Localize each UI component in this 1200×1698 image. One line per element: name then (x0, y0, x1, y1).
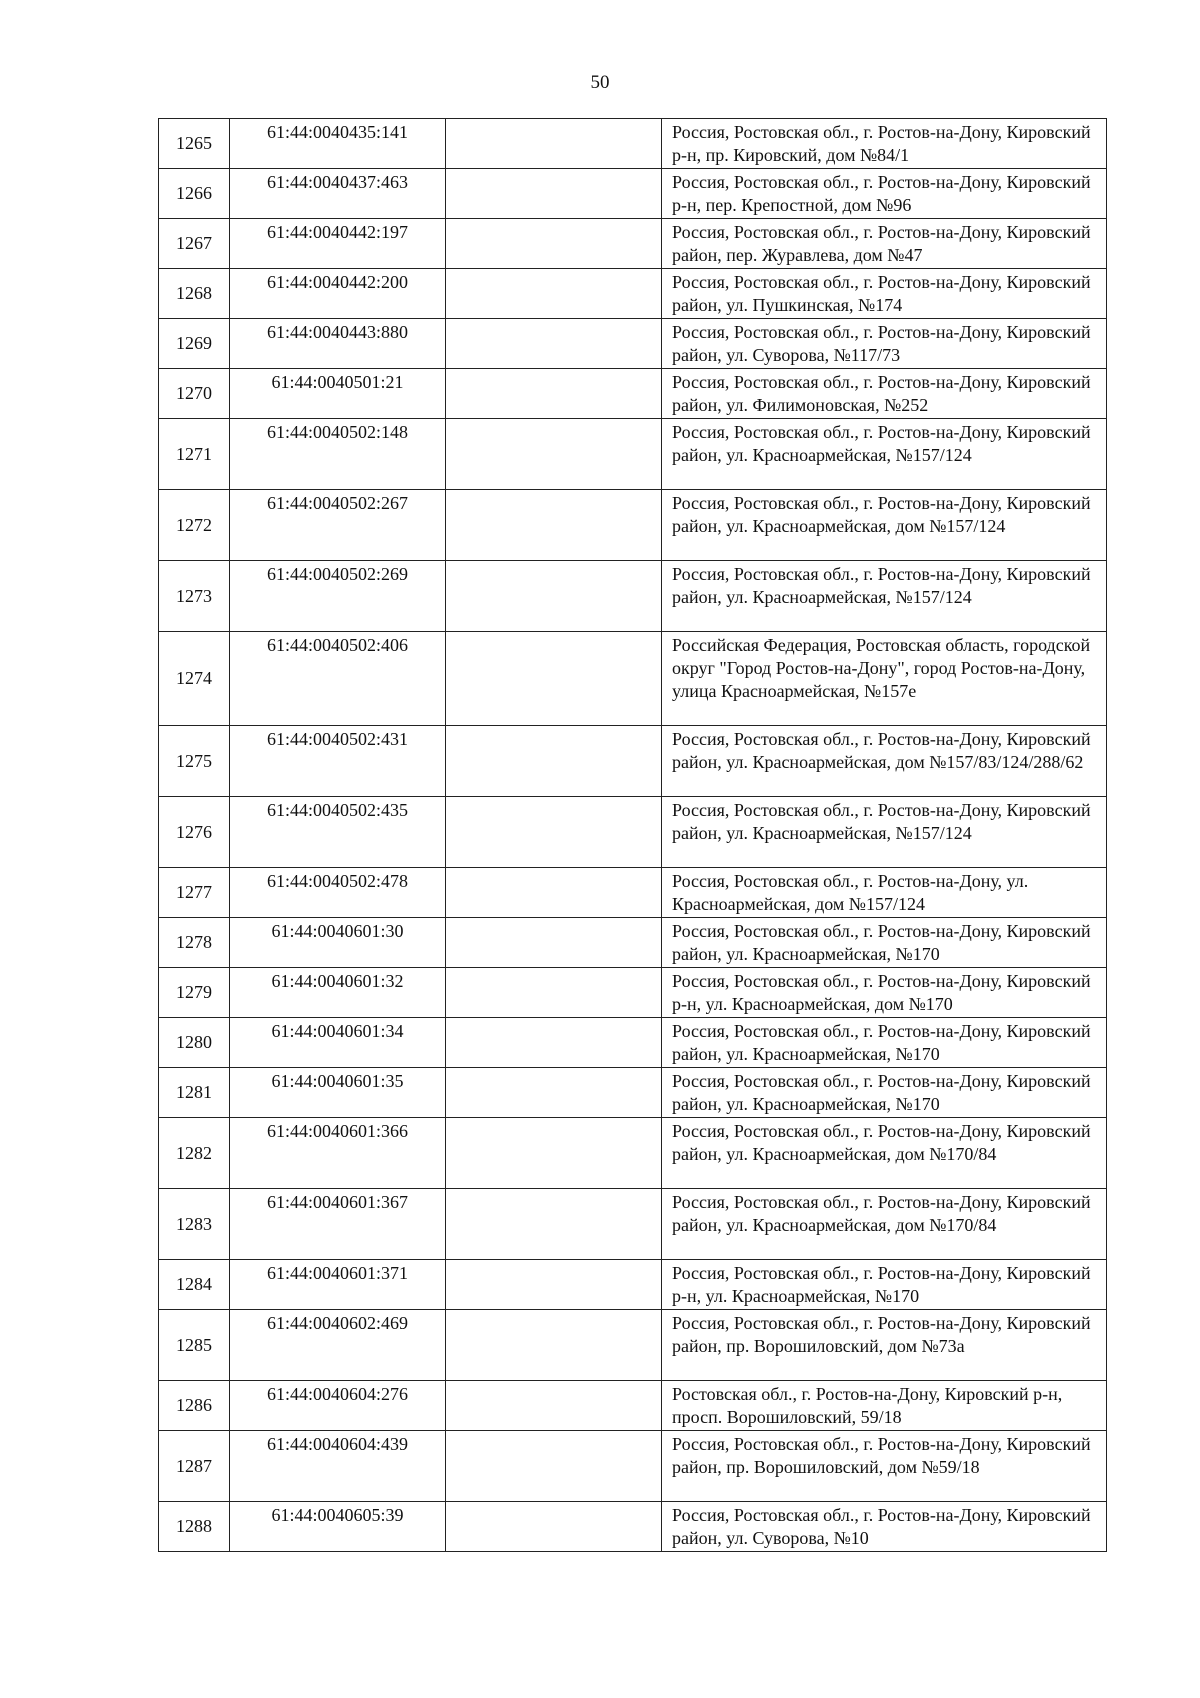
address-cell: Россия, Ростовская обл., г. Ростов-на-Дону, Кировский район, ул. Красноармейская, дом №157/83/124/288/62 (662, 726, 1107, 797)
empty-cell (446, 119, 662, 169)
address-cell: Россия, Ростовская обл., г. Ростов-на-Дону, Кировский р-н, ул. Красноармейская, дом №170 (662, 968, 1107, 1018)
cadastral-number-cell: 61:44:0040502:431 (230, 726, 446, 797)
address-cell: Россия, Ростовская обл., г. Ростов-на-Дону, Кировский район, ул. Пушкинская, №174 (662, 269, 1107, 319)
empty-cell (446, 1189, 662, 1260)
row-number-cell: 1274 (159, 632, 230, 726)
cadastral-number-cell: 61:44:0040601:366 (230, 1118, 446, 1189)
empty-cell (446, 632, 662, 726)
cadastral-number-cell: 61:44:0040601:371 (230, 1260, 446, 1310)
address-cell: Россия, Ростовская обл., г. Ростов-на-Дону, Кировский район, ул. Красноармейская, №157/124 (662, 419, 1107, 490)
table-row (159, 1310, 1107, 1381)
address-cell: Россия, Ростовская обл., г. Ростов-на-Дону, Кировский район, ул. Красноармейская, №170 (662, 1018, 1107, 1068)
empty-cell (446, 490, 662, 561)
table-row (159, 1018, 1107, 1068)
row-number-cell: 1271 (159, 419, 230, 490)
row-number-cell: 1266 (159, 169, 230, 219)
table-row (159, 1431, 1107, 1502)
table-row (159, 1260, 1107, 1310)
registry-body (159, 119, 1107, 1552)
table-row (159, 1381, 1107, 1431)
cadastral-number-cell: 61:44:0040442:200 (230, 269, 446, 319)
cadastral-number-cell: 61:44:0040601:34 (230, 1018, 446, 1068)
empty-cell (446, 1381, 662, 1431)
address-cell: Россия, Ростовская обл., г. Ростов-на-Дону, Кировский район, ул. Красноармейская, дом №157/124 (662, 490, 1107, 561)
empty-cell (446, 419, 662, 490)
empty-cell (446, 1431, 662, 1502)
table-row (159, 968, 1107, 1018)
empty-cell (446, 219, 662, 269)
row-number-cell: 1267 (159, 219, 230, 269)
row-number-cell: 1272 (159, 490, 230, 561)
cadastral-number-cell: 61:44:0040502:478 (230, 868, 446, 918)
empty-cell (446, 1260, 662, 1310)
table-row (159, 219, 1107, 269)
address-cell: Россия, Ростовская обл., г. Ростов-на-Дону, Кировский район, ул. Красноармейская, №157/124 (662, 561, 1107, 632)
empty-cell (446, 726, 662, 797)
table-row (159, 119, 1107, 169)
address-cell: Ростовская обл., г. Ростов-на-Дону, Кировский р-н, просп. Ворошиловский, 59/18 (662, 1381, 1107, 1431)
empty-cell (446, 1502, 662, 1552)
row-number-cell: 1277 (159, 868, 230, 918)
row-number-cell: 1286 (159, 1381, 230, 1431)
table-row (159, 1118, 1107, 1189)
empty-cell (446, 1118, 662, 1189)
row-number-cell: 1283 (159, 1189, 230, 1260)
row-number-cell: 1279 (159, 968, 230, 1018)
row-number-cell: 1282 (159, 1118, 230, 1189)
row-number-cell: 1276 (159, 797, 230, 868)
address-cell: Российская Федерация, Ростовская область, городской округ "Город Ростов-на-Дону", город Ростов-на-Дону, улица Красноармейская, №157е (662, 632, 1107, 726)
cadastral-number-cell: 61:44:0040442:197 (230, 219, 446, 269)
address-cell: Россия, Ростовская обл., г. Ростов-на-Дону, Кировский район, ул. Суворова, №10 (662, 1502, 1107, 1552)
table-row (159, 632, 1107, 726)
empty-cell (446, 797, 662, 868)
table-row (159, 419, 1107, 490)
row-number-cell: 1287 (159, 1431, 230, 1502)
page-number: 50 (590, 72, 610, 93)
address-cell: Россия, Ростовская обл., г. Ростов-на-Дону, Кировский район, пер. Журавлева, дом №47 (662, 219, 1107, 269)
address-cell: Россия, Ростовская обл., г. Ростов-на-Дону, Кировский район, ул. Красноармейская, дом №170/84 (662, 1189, 1107, 1260)
table-row (159, 169, 1107, 219)
cadastral-number-cell: 61:44:0040502:148 (230, 419, 446, 490)
row-number-cell: 1285 (159, 1310, 230, 1381)
cadastral-number-cell: 61:44:0040502:435 (230, 797, 446, 868)
address-cell: Россия, Ростовская обл., г. Ростов-на-Дону, Кировский район, пр. Ворошиловский, дом №59/18 (662, 1431, 1107, 1502)
address-cell: Россия, Ростовская обл., г. Ростов-на-Дону, Кировский район, ул. Красноармейская, №170 (662, 1068, 1107, 1118)
cadastral-number-cell: 61:44:0040604:276 (230, 1381, 446, 1431)
empty-cell (446, 968, 662, 1018)
cadastral-number-cell: 61:44:0040437:463 (230, 169, 446, 219)
row-number-cell: 1268 (159, 269, 230, 319)
empty-cell (446, 369, 662, 419)
address-cell: Россия, Ростовская обл., г. Ростов-на-Дону, Кировский район, пр. Ворошиловский, дом №73а (662, 1310, 1107, 1381)
cadastral-number-cell: 61:44:0040601:32 (230, 968, 446, 1018)
empty-cell (446, 169, 662, 219)
cadastral-number-cell: 61:44:0040502:269 (230, 561, 446, 632)
cadastral-number-cell: 61:44:0040601:35 (230, 1068, 446, 1118)
cadastral-number-cell: 61:44:0040501:21 (230, 369, 446, 419)
table-row (159, 561, 1107, 632)
table-row (159, 918, 1107, 968)
address-cell: Россия, Ростовская обл., г. Ростов-на-Дону, Кировский район, ул. Красноармейская, дом №170/84 (662, 1118, 1107, 1189)
empty-cell (446, 868, 662, 918)
address-cell: Россия, Ростовская обл., г. Ростов-на-Дону, Кировский р-н, ул. Красноармейская, №170 (662, 1260, 1107, 1310)
address-cell: Россия, Ростовская обл., г. Ростов-на-Дону, Кировский район, ул. Красноармейская, №170 (662, 918, 1107, 968)
row-number-cell: 1275 (159, 726, 230, 797)
row-number-cell: 1280 (159, 1018, 230, 1068)
row-number-cell: 1288 (159, 1502, 230, 1552)
address-cell: Россия, Ростовская обл., г. Ростов-на-Дону, Кировский р-н, пр. Кировский, дом №84/1 (662, 119, 1107, 169)
empty-cell (446, 561, 662, 632)
row-number-cell: 1269 (159, 319, 230, 369)
empty-cell (446, 918, 662, 968)
address-cell: Россия, Ростовская обл., г. Ростов-на-Дону, Кировский район, ул. Филимоновская, №252 (662, 369, 1107, 419)
cadastral-number-cell: 61:44:0040502:267 (230, 490, 446, 561)
cadastral-number-cell: 61:44:0040601:30 (230, 918, 446, 968)
cadastral-number-cell: 61:44:0040502:406 (230, 632, 446, 726)
cadastral-number-cell: 61:44:0040443:880 (230, 319, 446, 369)
empty-cell (446, 1018, 662, 1068)
address-cell: Россия, Ростовская обл., г. Ростов-на-Дону, Кировский р-н, пер. Крепостной, дом №96 (662, 169, 1107, 219)
table-row (159, 1189, 1107, 1260)
table-row (159, 269, 1107, 319)
cadastral-number-cell: 61:44:0040605:39 (230, 1502, 446, 1552)
address-cell: Россия, Ростовская обл., г. Ростов-на-Дону, Кировский район, ул. Суворова, №117/73 (662, 319, 1107, 369)
property-registry-table (158, 118, 1107, 1552)
table-row (159, 490, 1107, 561)
table-row (159, 1502, 1107, 1552)
row-number-cell: 1281 (159, 1068, 230, 1118)
row-number-cell: 1265 (159, 119, 230, 169)
row-number-cell: 1284 (159, 1260, 230, 1310)
cadastral-number-cell: 61:44:0040435:141 (230, 119, 446, 169)
address-cell: Россия, Ростовская обл., г. Ростов-на-Дону, Кировский район, ул. Красноармейская, №157/124 (662, 797, 1107, 868)
table-row (159, 319, 1107, 369)
empty-cell (446, 1310, 662, 1381)
cadastral-number-cell: 61:44:0040602:469 (230, 1310, 446, 1381)
table-row (159, 369, 1107, 419)
table-row (159, 868, 1107, 918)
row-number-cell: 1273 (159, 561, 230, 632)
row-number-cell: 1270 (159, 369, 230, 419)
table-row (159, 726, 1107, 797)
empty-cell (446, 319, 662, 369)
row-number-cell: 1278 (159, 918, 230, 968)
cadastral-number-cell: 61:44:0040604:439 (230, 1431, 446, 1502)
empty-cell (446, 269, 662, 319)
address-cell: Россия, Ростовская обл., г. Ростов-на-Дону, ул. Красноармейская, дом №157/124 (662, 868, 1107, 918)
empty-cell (446, 1068, 662, 1118)
cadastral-number-cell: 61:44:0040601:367 (230, 1189, 446, 1260)
table-row (159, 1068, 1107, 1118)
table-row (159, 797, 1107, 868)
